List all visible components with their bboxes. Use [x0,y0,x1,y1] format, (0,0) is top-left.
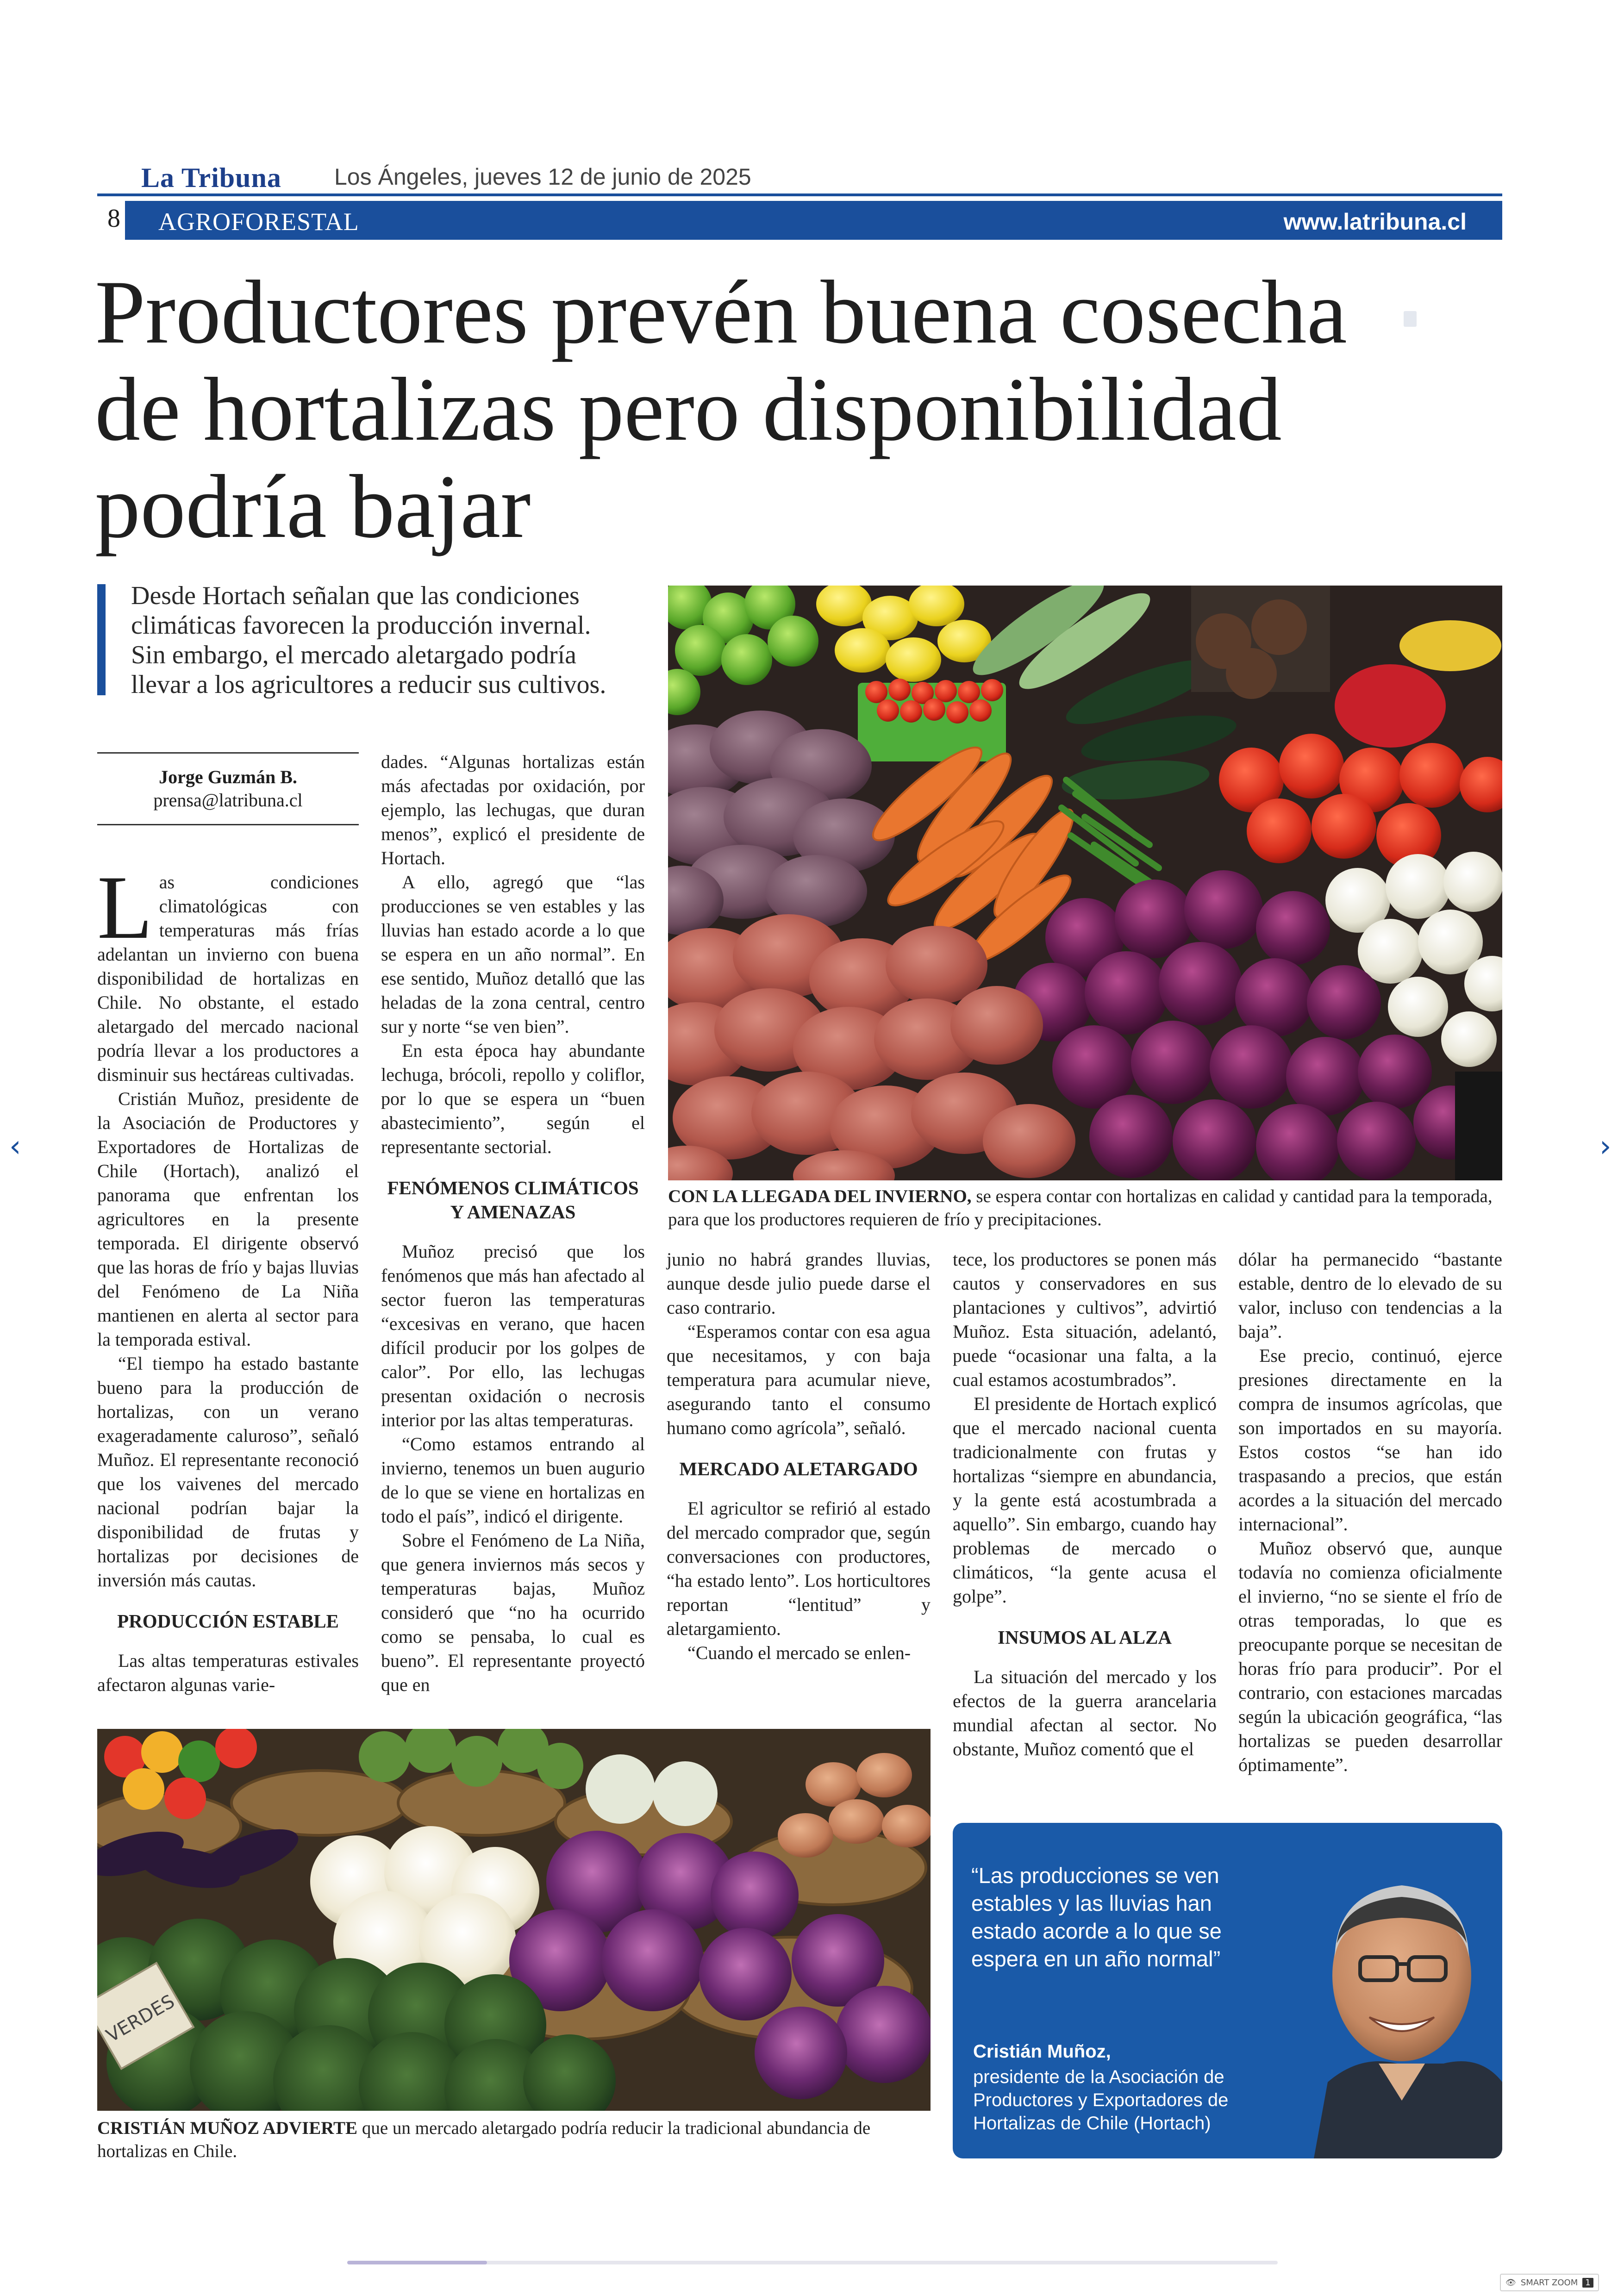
paragraph: Ese precio, continuó, ejerce presiones directamente en la compra de insumos agrícolas, que son importados en su mayoría. Estos costos “se han ido traspasando a precios, que están acordes a la situación del mercado internacional”. [1238,1345,1502,1534]
page-scroll-thumb[interactable] [347,2261,487,2264]
paragraph: “Esperamos contar con esa agua que necesitamos, y con baja temperatura para acumular nieve, asegurando tanto el consumo humano como agrícola”, señaló. [667,1321,931,1438]
bookmark-icon[interactable] [1404,311,1417,327]
dateline: Los Ángeles, jueves 12 de junio de 2025 [334,164,751,190]
site-url-link[interactable]: www.latribuna.cl [1283,209,1467,235]
headline [95,264,1484,555]
deck-line: llevar a los agricultores a reducir sus cultivos. [131,670,606,699]
deck-line: Desde Hortach señalan que las condiciones [131,581,580,610]
smart-zoom-label: SMART ZOOM [1520,2277,1578,2288]
deck-accent-bar [97,584,106,695]
paragraph: El presidente de Hortach explicó que el mercado nacional cuenta tradicionalmente con frutas y hortalizas “siempre en abundancia, y la gente está acostumbrada a aquello”. Sin embargo, cuando hay problemas de mercado o climáticos, “la gente acusa el golpe”. [953,1393,1217,1607]
pull-quote-text: “Las producciones se ven estables y las lluvias han estado acorde a lo que se espera en un año normal” [971,1863,1222,1971]
caption-lead: CRISTIÁN MUÑOZ ADVIERTE [97,2118,358,2138]
paragraph: Las altas temperaturas estivales afectaron algunas varie- [97,1650,359,1695]
quote-attribution-name: Cristián Muñoz, [973,2041,1111,2062]
paragraph: tece, los productores se ponen más cautos y conservadores en sus plantaciones y cultivos”, advirtió Muñoz. Esta situación, adelantó, puede “ocasionar una falta, a la cual estamos acostumbrados”. [953,1249,1217,1390]
paragraph: Muñoz observó que, aunque todavía no comienza oficialmente el invierno, “no se siente el frío de otras temporadas, lo que es preocupante porque se necesitan de horas frío para producir”. Por el contrario, con estaciones marcadas según la ubicación geográfica, “las hortalizas se pueden desarrollar óptimamente”. [1238,1538,1502,1775]
paragraph: “El tiempo ha estado bastante bueno para la producción de hortalizas, con un verano exageradamente caluroso”, señaló Muñoz. El representante reconoció que los vaivenes del mercado nacional podrían bajar la disponibilidad de frutas y hortalizas por decisiones de inversión más cautas. [97,1353,359,1590]
page-number: 8 [107,204,120,233]
section-name: AGROFORESTAL [158,208,359,236]
paragraph: El agricultor se refirió al estado del mercado comprador que, según conversaciones con productores, “ha estado lento”. Los horticultores reportan “lentitud” y aletargamiento. [667,1498,931,1639]
paragraph: A ello, agregó que “las producciones se ven estables y las lluvias han estado acorde a lo que se espera en un año normal”. En ese sentido, Muñoz detalló que las heladas de la zona central, centro sur y norte “se ven bien”. [381,872,645,1037]
paragraph: junio no habrá grandes lluvias, aunque desde julio puede darse el caso contrario. [667,1249,931,1318]
dropcap: L [97,857,153,958]
deck [131,581,654,699]
market-sign-text: VERDES [102,1990,179,2047]
paragraph: Cristián Muñoz, presidente de la Asociación de Productores y Exportadores de Hortalizas de Chile (Hortach), analizó el panorama que enfrentan los agricultores en la presente temporada. El dirigente observó que las horas de frío y bajas lluvias del Fenómeno de La Niña mantienen en alerta al sector para la temporada estival. [97,1088,359,1350]
next-page-icon[interactable]: › [1599,1129,1612,1164]
subheading: PRODUCCIÓN ESTABLE [117,1610,339,1632]
article-column-5 [1238,1247,1502,1777]
article-column-3 [667,1247,931,1665]
deck-line: Sin embargo, el mercado aletargado podría [131,641,577,669]
article-column-1 [97,857,359,1697]
quote-attribution-role: presidente de la Asociación de Productores y Exportadores de Hortalizas de Chile (Hortach) [973,2067,1229,2133]
prev-page-icon[interactable]: ‹ [9,1129,21,1164]
byline-rule [97,752,359,754]
subheading: MERCADO ALETARGADO [679,1458,918,1479]
paragraph: “Como estamos entrando al invierno, tenemos un buen augurio de lo que se viene en hortalizas en todo el país”, indicó el dirigente. [381,1434,645,1527]
bottom-photo-caption: CRISTIÁN MUÑOZ ADVIERTE que un mercado aletargado podría reducir la tradicional abundancia de hortalizas en Chile. [97,2118,871,2161]
byline-rule [97,824,359,825]
paragraph: dólar ha permanecido “bastante estable, dentro de lo elevado de su valor, incluso con tendencias a la baja”. [1238,1249,1502,1342]
caption-lead: CON LA LLEGADA DEL INVIERNO, [668,1186,972,1206]
top-photo-caption: CON LA LLEGADA DEL INVIERNO, se espera contar con hortalizas en calidad y cantidad para la temporada, para que los productores requieren de frío y precipitaciones. [668,1186,1493,1229]
paragraph: La situación del mercado y los efectos de la guerra arancelaria mundial afectan al sector. No obstante, Muñoz comentó que el [953,1666,1217,1759]
paragraph: dades. “Algunas hortalizas están más afectadas por oxidación, por ejemplo, las lechugas, que duran menos”, explicó el presidente de Hortach. [381,751,645,868]
headline-line: podría bajar [95,456,531,557]
paragraph: Las condiciones climatológicas con temperaturas más frías adelantan un invierno con buena disponibilidad de hortalizas en Chile. No obstante, el estado aletargado del mercado nacional podría llevar a los productores a disminuir sus hectáreas cultivadas. [97,857,359,1085]
vegetable-market-photo [668,586,1502,1180]
paragraph: Sobre el Fenómeno de La Niña, que genera inviernos más secos y temperaturas bajas, Muñoz consideró que “no ha ocurrido como se pensaba, lo cual es bueno”. El representante proyectó que en [381,1530,645,1695]
author-email[interactable]: prensa@latribuna.cl [153,790,303,811]
market-stall-photo [97,1729,931,2111]
article-column-2 [381,750,645,1697]
paragraph: “Cuando el mercado se enlen- [687,1642,911,1663]
paragraph: En esta época hay abundante lechuga, brócoli, repollo y coliflor, por lo que se espera un “buen abastecimiento”, según el representante sectorial. [381,1040,645,1157]
author-name: Jorge Guzmán B. [159,767,297,787]
eye-icon: 👁 [1505,2277,1516,2288]
newspaper-logo: La Tribuna [141,162,281,193]
subheading: INSUMOS AL ALZA [998,1627,1172,1648]
smart-zoom-count: 1 [1582,2278,1593,2288]
smart-zoom-button[interactable] [1500,2274,1599,2291]
deck-line: climáticas favorecen la producción invernal. [131,611,591,640]
headline-line: de hortalizas pero disponibilidad [95,359,1282,460]
headline-line: Productores prevén buena cosecha [95,262,1347,362]
paragraph: Muñoz precisó que los fenómenos que más han afectado al sector fueron las temperaturas “excesivas en verano, que hacen difícil producir por los golpes de calor”. Por ello, las lechugas presentan oxidación o necrosis interior por las altas temperaturas. [381,1241,645,1430]
header-rule [97,193,1502,196]
article-column-4 [953,1247,1217,1761]
subheading: FENÓMENOS CLIMÁTICOS Y AMENAZAS [387,1177,639,1222]
